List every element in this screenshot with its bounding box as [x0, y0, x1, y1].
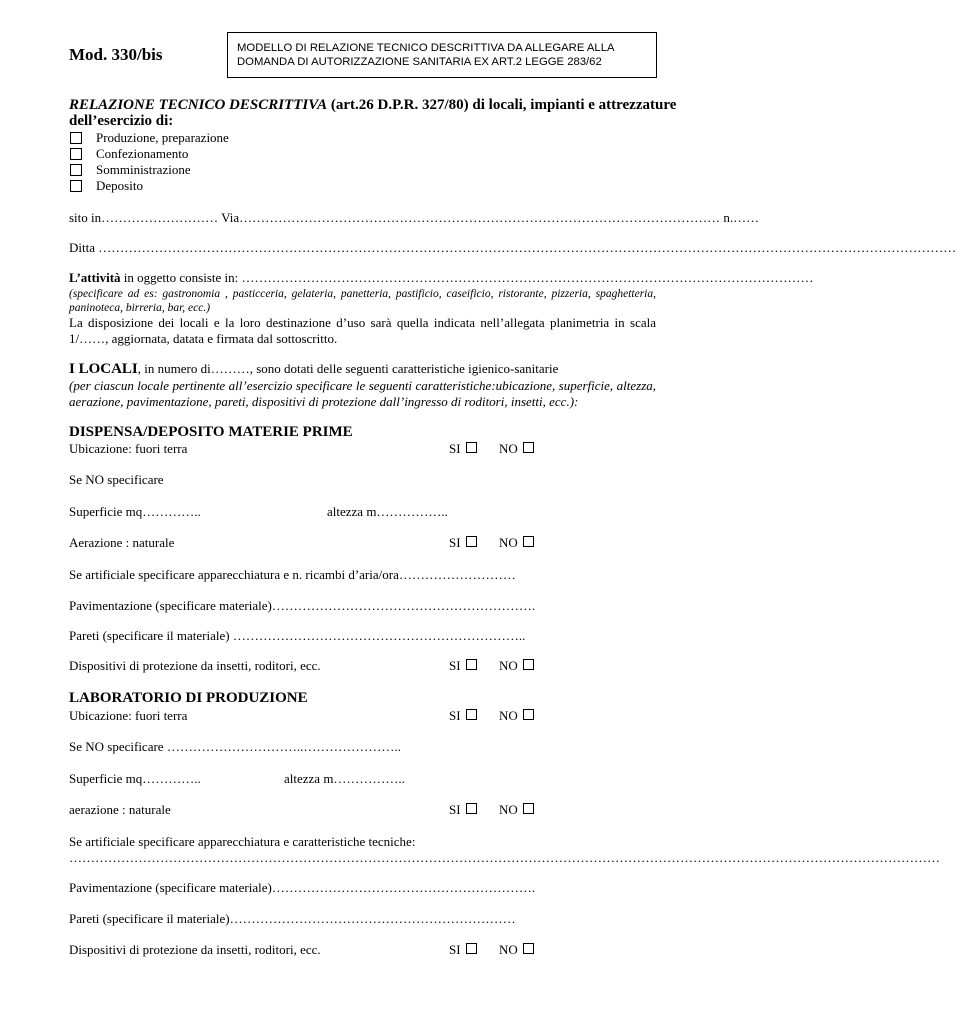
checkbox-produzione[interactable] [70, 132, 82, 144]
dispensa-ubicazione: Ubicazione: fuori terra [69, 441, 188, 456]
attivita-line[interactable] [69, 270, 814, 286]
header-box-line1: MODELLO DI RELAZIONE TECNICO DESCRITTIVA DA ALLEGARE ALLA [237, 42, 615, 54]
laboratorio-altezza[interactable]: altezza m…………….. [284, 771, 405, 786]
form-code: Mod. 330/bis [69, 45, 163, 64]
section-heading-dispensa: DISPENSA/DEPOSITO MATERIE PRIME [69, 424, 353, 440]
dispensa-se-no[interactable]: Se NO specificare [69, 472, 164, 487]
checkbox-icon [523, 659, 534, 670]
checkbox-icon [466, 803, 477, 814]
disposizione-text: La disposizione dei locali e la loro destinazione d’uso sarà quella indicata nell’allegata planimetria in scala 1/……, aggiornata, datata e firmata dal sottoscritto. [69, 315, 656, 346]
document-title-line2: dell’esercizio di: [69, 113, 174, 129]
dispensa-altezza[interactable]: altezza m…………….. [327, 504, 448, 519]
dispensa-pavimentazione[interactable]: Pavimentazione (specificare materiale)……………………………………………………. [69, 598, 536, 613]
attivita-label: L’attività [69, 270, 121, 285]
laboratorio-artificiale: Se artificiale specificare apparecchiatura e caratteristiche tecniche: [69, 834, 416, 849]
checkbox-icon [523, 536, 534, 547]
activity-label: Somministrazione [96, 162, 191, 177]
dispensa-superficie[interactable]: Superficie mq………….. [69, 504, 201, 519]
locali-note: (per ciascun locale pertinente all’esercizio specificare le seguenti caratteristiche:ubicazione, superficie, altezza, aerazione, pavimentazione, pareti, dispositivi di protezione dall’ingresso di roditori, insetti, ecc.): [69, 378, 656, 409]
header-box-line2: DOMANDA DI AUTORIZZAZIONE SANITARIA EX ART.2 LEGGE 283/62 [237, 56, 602, 68]
checkbox-somministrazione[interactable] [70, 164, 82, 176]
document-title-italic: RELAZIONE TECNICO DESCRITTIVA [69, 97, 328, 113]
section-heading-laboratorio: LABORATORIO DI PRODUZIONE [69, 690, 308, 706]
locali-text: , in numero di………, sono dotati delle seguenti caratteristiche igienico-sanitarie [137, 361, 559, 376]
laboratorio-pavimentazione[interactable]: Pavimentazione (specificare materiale)……………………………………………………. [69, 880, 536, 895]
dispensa-dispositivi-si[interactable]: SI [449, 658, 477, 674]
checkbox-confezionamento[interactable] [70, 148, 82, 160]
checkbox-icon [466, 659, 477, 670]
laboratorio-se-no[interactable]: Se NO specificare …………………………..………………….. [69, 739, 401, 754]
laboratorio-pareti[interactable]: Pareti (specificare il materiale)………………………………………………………… [69, 911, 516, 926]
checkbox-icon [466, 442, 477, 453]
activity-label: Deposito [96, 178, 143, 193]
checkbox-icon [523, 442, 534, 453]
laboratorio-dispositivi: Dispositivi di protezione da insetti, roditori, ecc. [69, 942, 321, 957]
dispensa-aerazione-si[interactable]: SI [449, 535, 477, 551]
header-box [227, 32, 657, 78]
activity-label: Produzione, preparazione [96, 130, 229, 145]
dispensa-artificiale[interactable]: Se artificiale specificare apparecchiatura e n. ricambi d’aria/ora……………………… [69, 567, 516, 582]
activity-label: Confezionamento [96, 146, 189, 161]
checkbox-deposito[interactable] [70, 180, 82, 192]
dispensa-ubicazione-si[interactable]: SI [449, 441, 477, 457]
locali-line [69, 361, 558, 377]
dispensa-dispositivi-no[interactable]: NO [499, 658, 534, 674]
laboratorio-ubicazione: Ubicazione: fuori terra [69, 708, 188, 723]
document-title [69, 97, 676, 114]
dispensa-pareti[interactable]: Pareti (specificare il materiale) ………………………………………………………….. [69, 628, 526, 643]
laboratorio-aerazione-no[interactable]: NO [499, 802, 534, 818]
laboratorio-artificiale-line[interactable]: ………………………………………………………………………………………………………………………………………………………………………………… [69, 850, 940, 865]
dispensa-aerazione: Aerazione : naturale [69, 535, 175, 550]
locali-label: I LOCALI [69, 361, 138, 377]
laboratorio-ubicazione-si[interactable]: SI [449, 708, 477, 724]
checkbox-icon [466, 943, 477, 954]
laboratorio-superficie[interactable]: Superficie mq………….. [69, 771, 201, 786]
laboratorio-dispositivi-no[interactable]: NO [499, 942, 534, 958]
checkbox-icon [523, 943, 534, 954]
laboratorio-aerazione: aerazione : naturale [69, 802, 171, 817]
ditta-field[interactable]: Ditta ……………………………………………………………………………………………………………………………………………………………………………… [69, 240, 956, 255]
laboratorio-aerazione-si[interactable]: SI [449, 802, 477, 818]
checkbox-icon [523, 709, 534, 720]
document-title-rest: (art.26 D.P.R. 327/80) di locali, impianti e attrezzature [327, 97, 677, 113]
laboratorio-ubicazione-no[interactable]: NO [499, 708, 534, 724]
attivita-note: (specificare ad es: gastronomia , pasticceria, gelateria, panetteria, pastificio, caseificio, ristorante, pizzeria, spaghetteria, paninoteca, birreria, bar, ecc.) [69, 288, 656, 314]
dispensa-aerazione-no[interactable]: NO [499, 535, 534, 551]
sito-field[interactable]: sito in……………………… Via………………………………………………………………………………………………… n.…… [69, 210, 760, 225]
laboratorio-dispositivi-si[interactable]: SI [449, 942, 477, 958]
dispensa-dispositivi: Dispositivi di protezione da insetti, roditori, ecc. [69, 658, 321, 673]
attivita-text: in oggetto consiste in: …………………………………………………………………………………………………………………… [120, 270, 814, 285]
checkbox-icon [466, 536, 477, 547]
dispensa-ubicazione-no[interactable]: NO [499, 441, 534, 457]
checkbox-icon [523, 803, 534, 814]
checkbox-icon [466, 709, 477, 720]
